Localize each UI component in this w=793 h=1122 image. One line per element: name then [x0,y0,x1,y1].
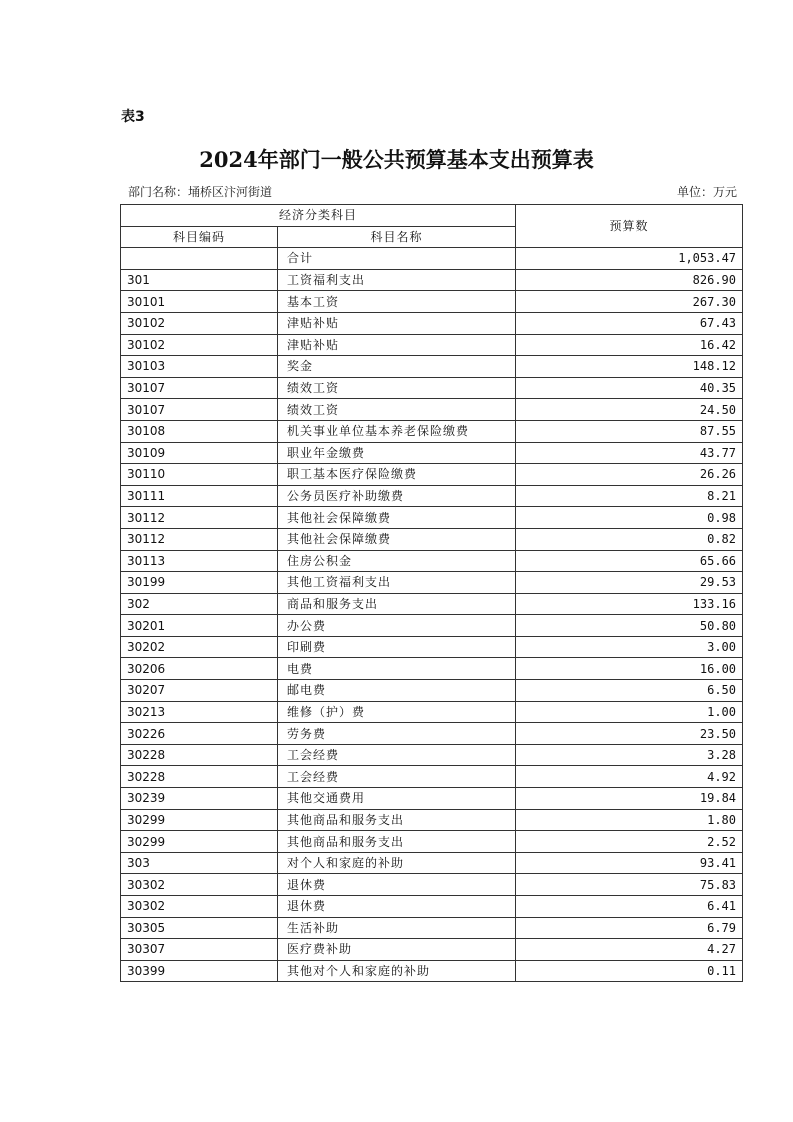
row-budget-amount: 24.50 [516,399,743,421]
unit-label: 单位：万元 [676,185,737,199]
table-row [121,572,743,594]
row-subject-code: 30112 [121,528,278,550]
row-subject-code: 303 [121,852,278,874]
row-subject-name: 电费 [278,658,516,680]
row-budget-amount: 3.28 [516,744,743,766]
row-subject-name: 职业年金缴费 [278,442,516,464]
row-budget-amount: 19.84 [516,788,743,810]
row-budget-amount: 26.26 [516,464,743,486]
row-budget-amount: 8.21 [516,485,743,507]
row-subject-name: 津贴补贴 [278,334,516,356]
row-budget-amount: 65.66 [516,550,743,572]
row-subject-code: 30307 [121,939,278,961]
table-row [121,809,743,831]
table-row [121,852,743,874]
row-budget-amount: 50.80 [516,615,743,637]
row-subject-name: 机关事业单位基本养老保险缴费 [278,420,516,442]
row-budget-amount: 0.11 [516,960,743,982]
row-subject-code: 30112 [121,507,278,529]
row-budget-amount: 6.79 [516,917,743,939]
row-budget-amount: 93.41 [516,852,743,874]
row-subject-name: 其他交通费用 [278,788,516,810]
budget-table-body [121,205,743,982]
row-subject-code: 30199 [121,572,278,594]
row-subject-code: 30302 [121,896,278,918]
row-subject-name: 其他商品和服务支出 [278,809,516,831]
table-row [121,680,743,702]
row-subject-name: 退休费 [278,874,516,896]
row-budget-amount: 29.53 [516,572,743,594]
row-subject-code: 30201 [121,615,278,637]
row-subject-name: 工会经费 [278,744,516,766]
row-subject-code: 30113 [121,550,278,572]
row-subject-name: 邮电费 [278,680,516,702]
row-subject-code: 30103 [121,356,278,378]
row-budget-amount: 6.50 [516,680,743,702]
row-subject-name: 公务员医疗补助缴费 [278,485,516,507]
row-subject-name: 维修（护）费 [278,701,516,723]
row-subject-code: 302 [121,593,278,615]
row-subject-code: 30101 [121,291,278,313]
row-subject-name: 对个人和家庭的补助 [278,852,516,874]
table-row [121,831,743,853]
row-budget-amount: 87.55 [516,420,743,442]
table-row [121,399,743,421]
row-budget-amount: 16.42 [516,334,743,356]
row-budget-amount: 267.30 [516,291,743,313]
row-subject-name: 工会经费 [278,766,516,788]
row-subject-name: 其他对个人和家庭的补助 [278,960,516,982]
row-subject-code: 30299 [121,809,278,831]
row-subject-code: 30202 [121,636,278,658]
row-subject-code: 30109 [121,442,278,464]
row-subject-code [121,248,278,270]
table-row [121,658,743,680]
row-budget-amount: 133.16 [516,593,743,615]
table-row [121,917,743,939]
row-subject-code: 30102 [121,312,278,334]
header-subject-name: 科目名称 [278,226,516,248]
row-subject-name: 商品和服务支出 [278,593,516,615]
row-subject-name: 劳务费 [278,723,516,745]
document-title: 2024年部门一般公共预算基本支出预算表 [199,147,594,172]
row-budget-amount: 43.77 [516,442,743,464]
row-subject-name: 生活补助 [278,917,516,939]
table-row [121,420,743,442]
row-subject-name: 住房公积金 [278,550,516,572]
row-subject-code: 301 [121,269,278,291]
table-row [121,723,743,745]
row-subject-name: 医疗费补助 [278,939,516,961]
row-subject-name: 其他工资福利支出 [278,572,516,594]
row-subject-name: 其他社会保障缴费 [278,528,516,550]
row-subject-name: 其他社会保障缴费 [278,507,516,529]
row-subject-code: 30228 [121,766,278,788]
row-budget-amount: 1.00 [516,701,743,723]
row-subject-name: 退休费 [278,896,516,918]
table-row [121,377,743,399]
header-budget-amount: 预算数 [516,205,743,248]
row-subject-code: 30107 [121,377,278,399]
table-row [121,269,743,291]
row-subject-name: 合计 [278,248,516,270]
row-budget-amount: 826.90 [516,269,743,291]
table-row [121,356,743,378]
row-subject-code: 30213 [121,701,278,723]
table-row [121,593,743,615]
row-budget-amount: 1,053.47 [516,248,743,270]
row-subject-code: 30239 [121,788,278,810]
table-row [121,744,743,766]
table-number-label: 表3 [121,109,145,125]
row-subject-name: 印刷费 [278,636,516,658]
header-economic-classification: 经济分类科目 [121,205,516,227]
row-subject-code: 30206 [121,658,278,680]
row-subject-code: 30305 [121,917,278,939]
table-row [121,248,743,270]
table-row [121,701,743,723]
row-budget-amount: 16.00 [516,658,743,680]
row-subject-name: 工资福利支出 [278,269,516,291]
table-row [121,896,743,918]
row-budget-amount: 6.41 [516,896,743,918]
row-budget-amount: 4.92 [516,766,743,788]
department-name: 部门名称：埇桥区汴河街道 [128,185,273,199]
row-subject-code: 30111 [121,485,278,507]
table-row [121,615,743,637]
row-subject-name: 职工基本医疗保险缴费 [278,464,516,486]
table-row [121,550,743,572]
table-row [121,464,743,486]
table-row [121,291,743,313]
row-subject-name: 办公费 [278,615,516,637]
table-row [121,442,743,464]
table-row [121,334,743,356]
table-row [121,788,743,810]
row-subject-name: 绩效工资 [278,377,516,399]
header-subject-code: 科目编码 [121,226,278,248]
row-budget-amount: 2.52 [516,831,743,853]
row-budget-amount: 1.80 [516,809,743,831]
table-row [121,507,743,529]
budget-table [120,204,743,982]
row-subject-code: 30108 [121,420,278,442]
row-subject-code: 30226 [121,723,278,745]
row-budget-amount: 0.82 [516,528,743,550]
table-row [121,528,743,550]
row-subject-code: 30102 [121,334,278,356]
row-subject-code: 30302 [121,874,278,896]
table-row [121,960,743,982]
row-subject-code: 30228 [121,744,278,766]
row-subject-name: 津贴补贴 [278,312,516,334]
row-subject-code: 30207 [121,680,278,702]
row-budget-amount: 40.35 [516,377,743,399]
table-row [121,485,743,507]
table-row [121,636,743,658]
header-row-group [121,205,743,227]
row-budget-amount: 75.83 [516,874,743,896]
row-budget-amount: 4.27 [516,939,743,961]
row-subject-code: 30399 [121,960,278,982]
table-row [121,939,743,961]
row-budget-amount: 3.00 [516,636,743,658]
row-budget-amount: 67.43 [516,312,743,334]
row-budget-amount: 148.12 [516,356,743,378]
row-subject-name: 绩效工资 [278,399,516,421]
table-row [121,874,743,896]
table-row [121,766,743,788]
row-subject-name: 其他商品和服务支出 [278,831,516,853]
row-subject-code: 30110 [121,464,278,486]
row-subject-code: 30107 [121,399,278,421]
row-subject-name: 奖金 [278,356,516,378]
row-budget-amount: 0.98 [516,507,743,529]
row-subject-name: 基本工资 [278,291,516,313]
row-subject-code: 30299 [121,831,278,853]
row-budget-amount: 23.50 [516,723,743,745]
table-row [121,312,743,334]
